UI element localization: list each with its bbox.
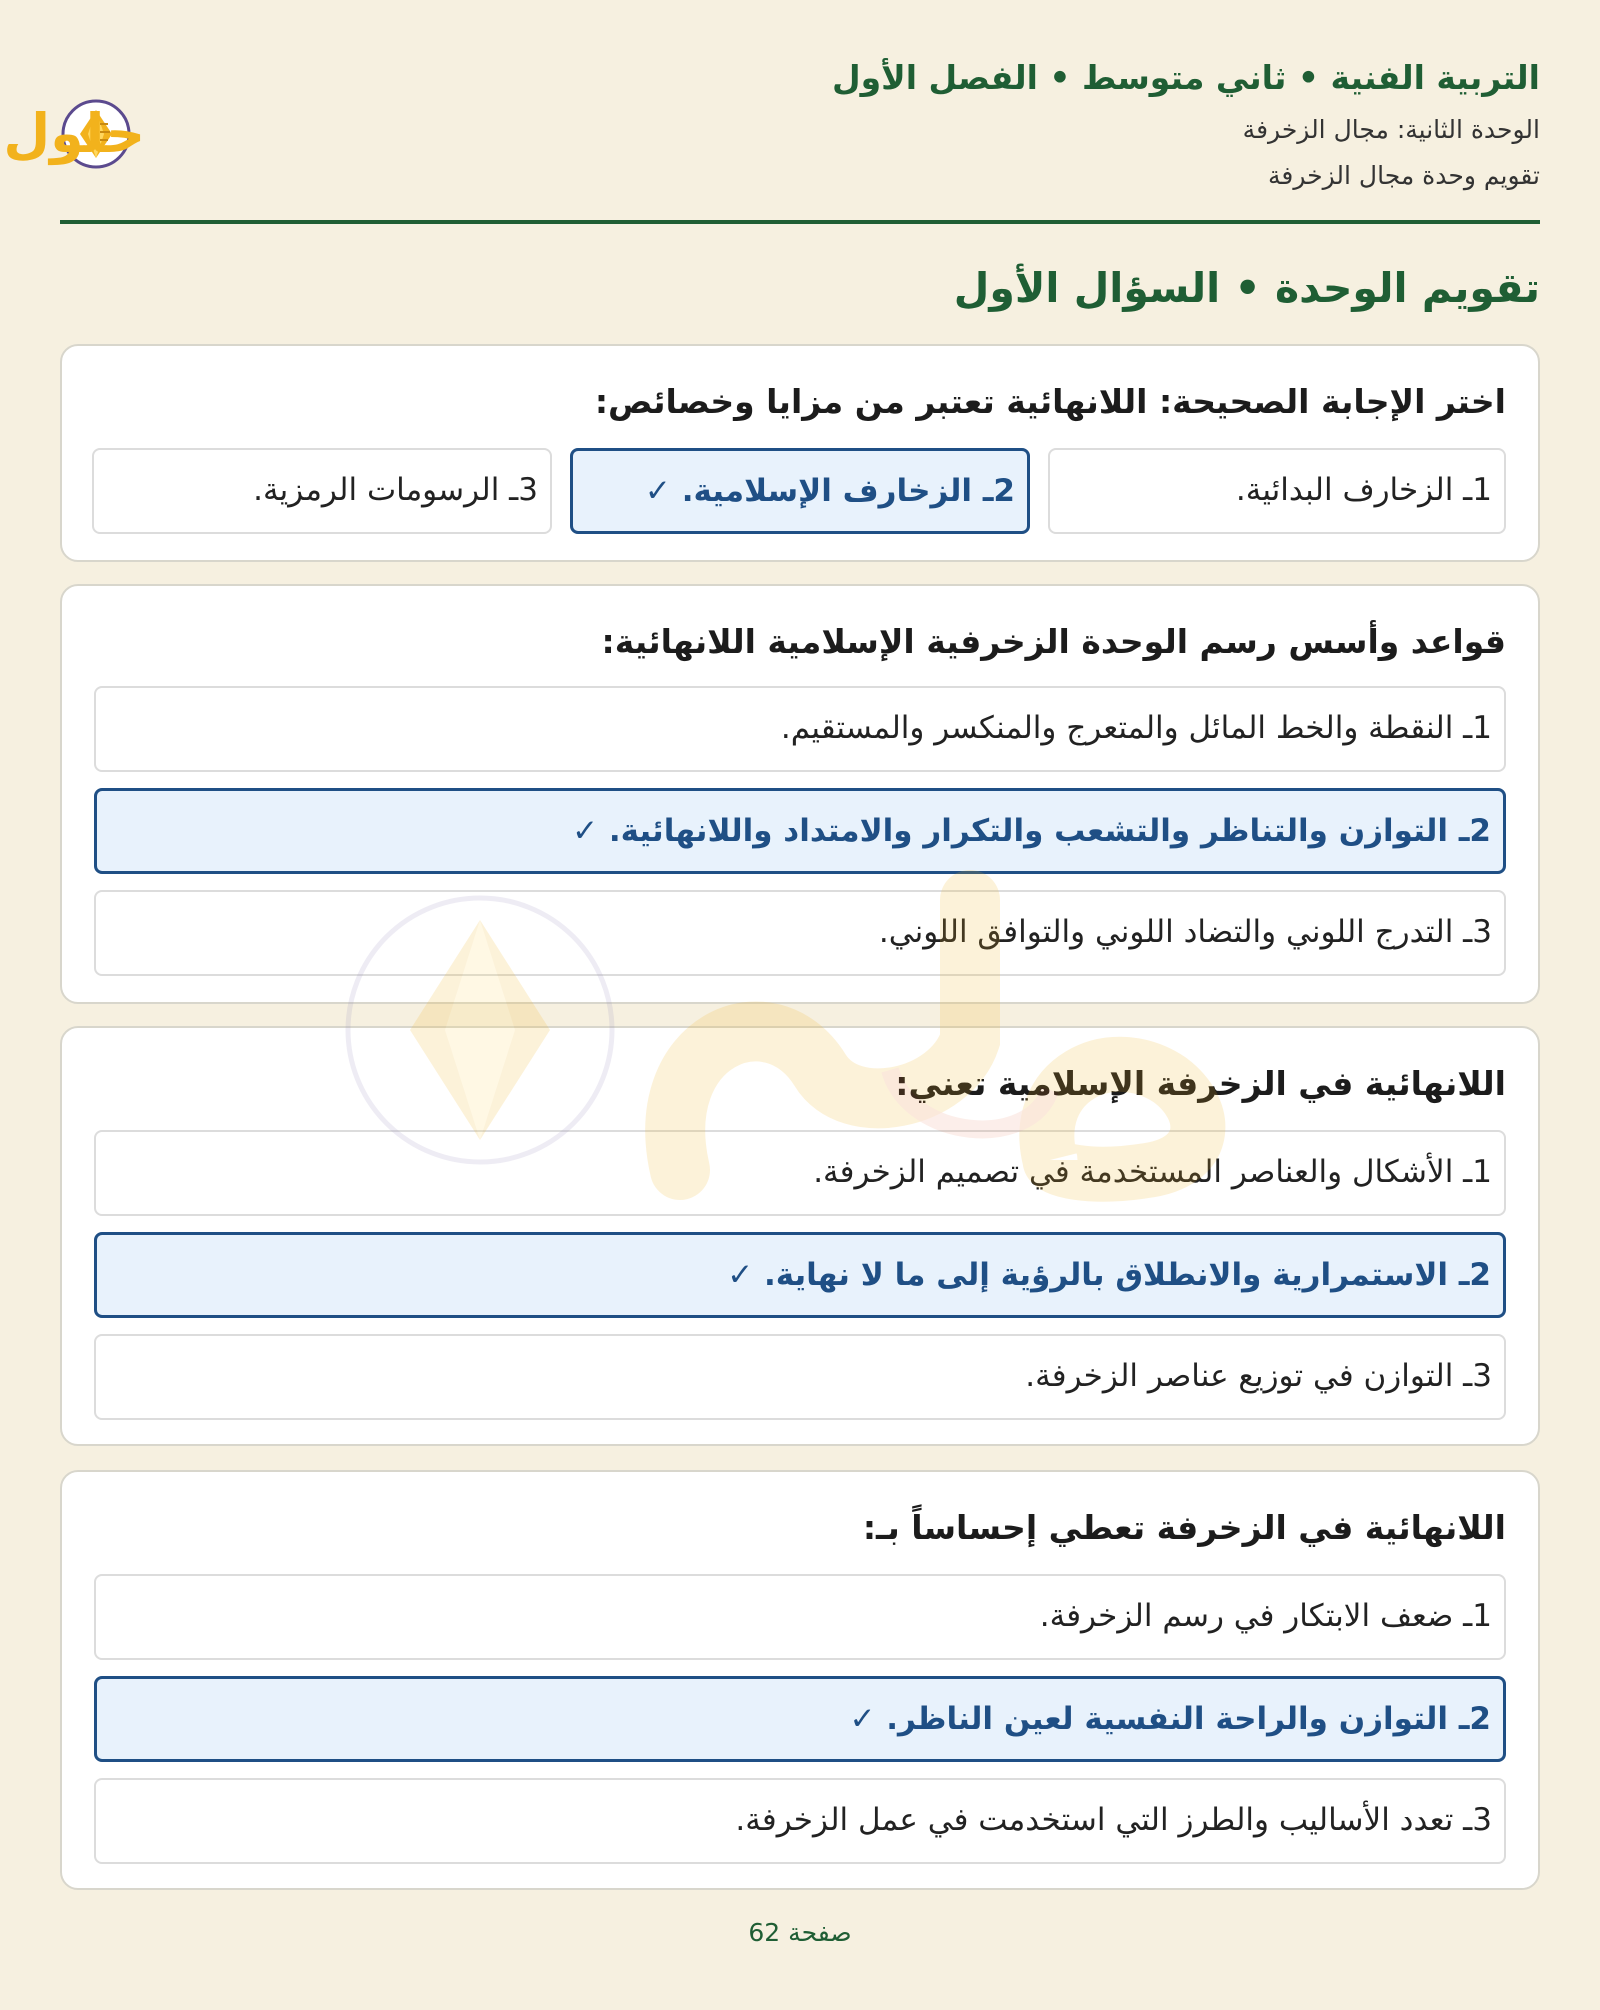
header-text <box>832 56 1540 196</box>
answer-option[interactable]: 3ـ التدرج اللوني والتضاد اللوني والتوافق اللوني. <box>94 890 1506 976</box>
answer-option-correct[interactable]: 2ـ الزخارف الإسلامية. ✓ <box>570 448 1030 534</box>
answer-option[interactable]: 1ـ الزخارف البدائية. <box>1048 448 1506 534</box>
hulul-logo-icon <box>3 90 290 170</box>
page <box>3 0 1540 2010</box>
question-text: اللانهائية في الزخرفة تعطي إحساساً بـ: <box>862 1508 1506 1547</box>
question-card-1 <box>60 344 1540 562</box>
question-text: اختر الإجابة الصحيحة: اللانهائية تعتبر من مزايا وخصائص: <box>594 382 1506 421</box>
question-card-4 <box>60 1470 1540 1890</box>
answer-option[interactable]: 1ـ الأشكال والعناصر المستخدمة في تصميم الزخرفة. <box>94 1130 1506 1216</box>
section-title: تقويم الوحدة • السؤال الأول <box>953 264 1540 312</box>
question-text: قواعد وأسس رسم الوحدة الزخرفية الإسلامية اللانهائية: <box>601 622 1506 661</box>
answer-option[interactable]: 1ـ النقطة والخط المائل والمتعرج والمنكسر والمستقيم. <box>94 686 1506 772</box>
header-title: التربية الفنية • ثاني متوسط • الفصل الأول <box>832 58 1540 97</box>
answer-option[interactable]: 3ـ التوازن في توزيع عناصر الزخرفة. <box>94 1334 1506 1420</box>
question-card-2 <box>60 584 1540 1004</box>
answer-option-correct[interactable]: 2ـ التوازن والراحة النفسية لعين الناظر. ✓ <box>94 1676 1506 1762</box>
hulul-logo <box>3 90 290 170</box>
answer-option-correct[interactable]: 2ـ الاستمرارية والانطلاق بالرؤية إلى ما لا نهاية. ✓ <box>94 1232 1506 1318</box>
answer-option[interactable]: 3ـ الرسومات الرمزية. <box>92 448 552 534</box>
page-number: صفحة 62 <box>748 1918 852 1947</box>
page-header <box>3 50 1540 210</box>
answer-option[interactable]: 1ـ ضعف الابتكار في رسم الزخرفة. <box>94 1574 1506 1660</box>
answer-option[interactable]: 3ـ تعدد الأساليب والطرز التي استخدمت في عمل الزخرفة. <box>94 1778 1506 1864</box>
answer-option-correct[interactable]: 2ـ التوازن والتناظر والتشعب والتكرار والامتداد واللانهائية. ✓ <box>94 788 1506 874</box>
question-card-3 <box>60 1026 1540 1446</box>
question-text: اللانهائية في الزخرفة الإسلامية تعني: <box>895 1064 1506 1103</box>
logo-wordmark: حلول <box>3 102 145 165</box>
header-lesson: تقويم وحدة مجال الزخرفة <box>1268 161 1540 190</box>
header-unit: الوحدة الثانية: مجال الزخرفة <box>1242 115 1540 144</box>
header-divider <box>60 220 1540 224</box>
